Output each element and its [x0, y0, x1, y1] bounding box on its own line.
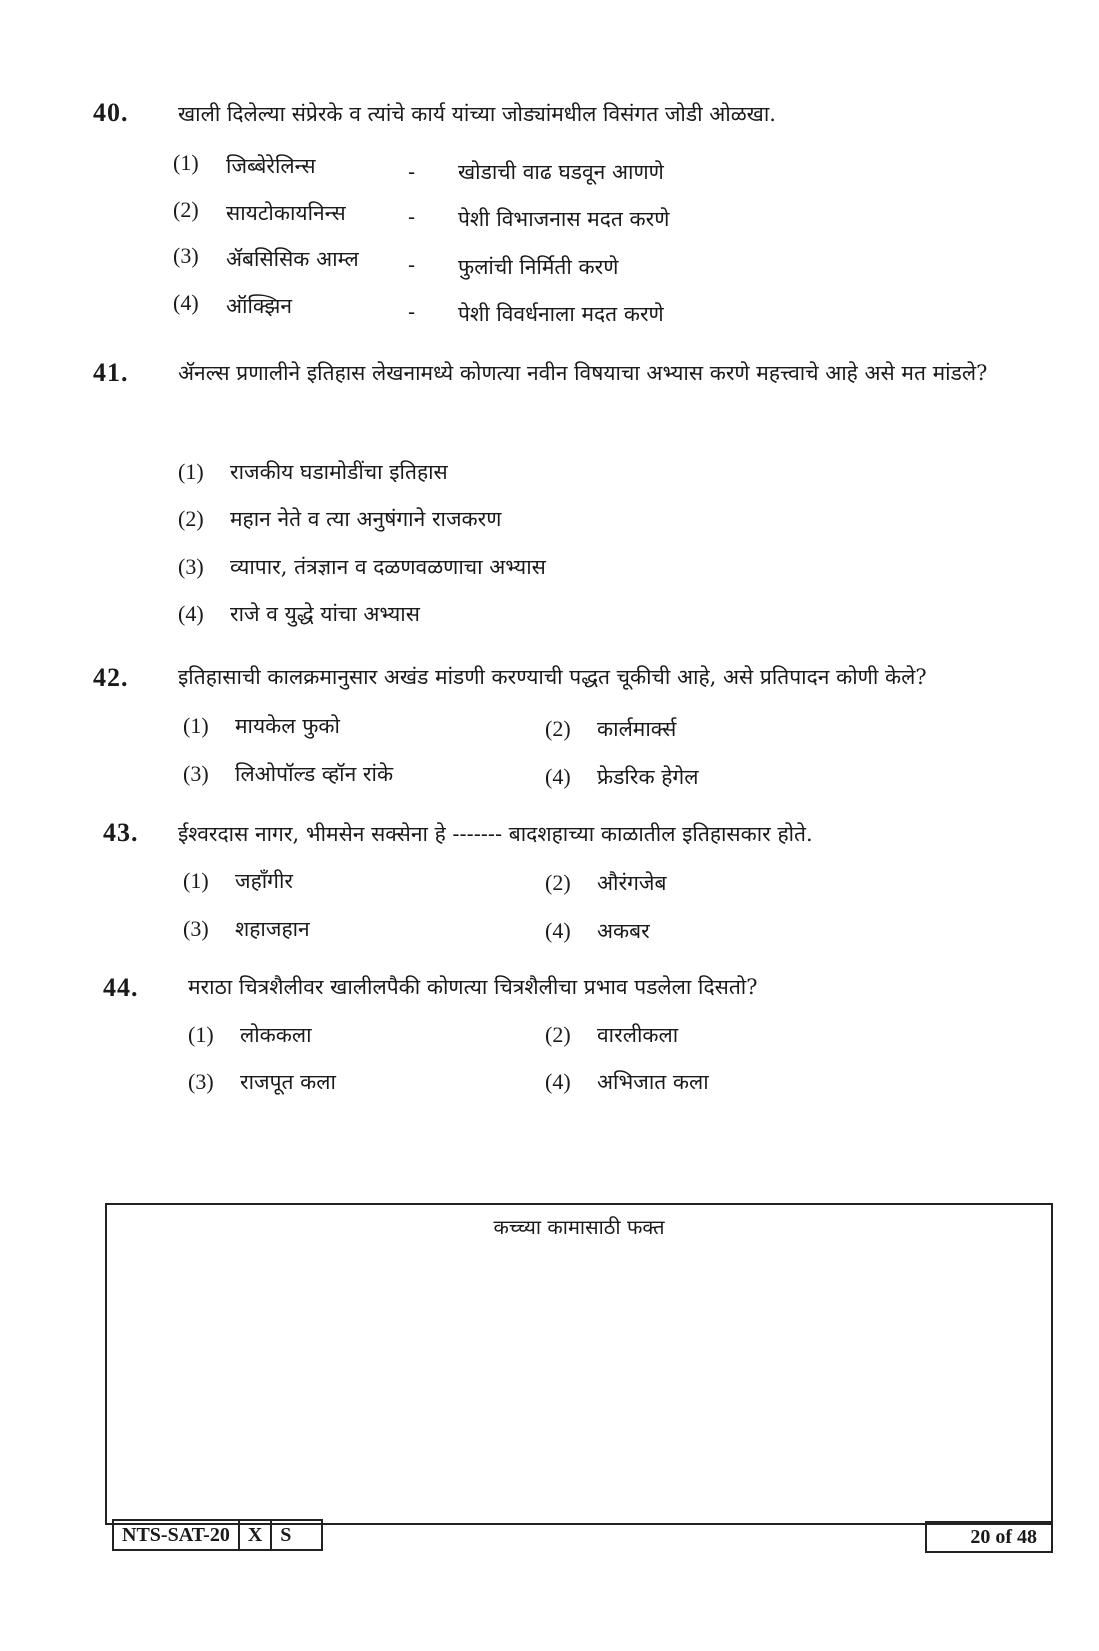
question-text: खाली दिलेल्या संप्रेरके व त्यांचे कार्य यांच्या जोड्यांमधील विसंगत जोडी ओळखा. — [178, 102, 776, 126]
option-definition: फुलांची निर्मिती करणे — [458, 255, 619, 279]
option — [545, 715, 676, 743]
option — [545, 1021, 678, 1049]
option-text: फ्रेडरिक हेगेल — [597, 765, 699, 789]
question-text: ॲनल्स प्रणालीने इतिहास लेखनामध्ये कोणत्या नवीन विषयाचा अभ्यास करणे महत्त्वाचे आहे असे मत मांडले? — [178, 361, 988, 385]
option-text: राजपूत कला — [240, 1070, 336, 1094]
option-number: (3) — [188, 1069, 214, 1094]
option-text: राजे व युद्धे यांचा अभ्यास — [230, 602, 420, 626]
option-text: अकबर — [597, 919, 650, 943]
option-number: (4) — [545, 918, 571, 943]
option — [183, 867, 293, 895]
option — [183, 760, 393, 788]
option — [183, 712, 340, 740]
option-text: जहाँगीर — [235, 869, 294, 893]
question-number: 40. — [93, 98, 129, 127]
option-text: लोककला — [240, 1023, 312, 1047]
option-text: राजकीय घडामोडींचा इतिहास — [230, 460, 448, 484]
option-number: (2) — [545, 1022, 571, 1047]
option — [178, 458, 448, 486]
option-text: अभिजात कला — [597, 1070, 709, 1094]
question-number: 42. — [93, 663, 129, 692]
option — [545, 869, 666, 897]
option-definition: खोडाची वाढ घडवून आणणे — [458, 160, 664, 184]
option-text: शहाजहान — [235, 917, 310, 941]
exam-code-box — [112, 1519, 323, 1551]
option-number: (1) — [173, 150, 199, 175]
option — [178, 505, 501, 533]
option — [545, 763, 698, 791]
option-number: (4) — [545, 764, 571, 789]
option-dash: - — [408, 160, 416, 184]
option-number: (4) — [545, 1069, 571, 1094]
question-text: इतिहासाची कालक्रमानुसार अखंड मांडणी करण्याची पद्धत चूकीची आहे, असे प्रतिपादन कोणी केले? — [178, 665, 927, 689]
question-number: 44. — [103, 973, 139, 1002]
option-number: (2) — [545, 716, 571, 741]
rough-work-box — [105, 1203, 1053, 1525]
option-number: (4) — [173, 290, 199, 315]
option — [545, 917, 650, 945]
option-dash: - — [408, 253, 416, 277]
option — [188, 1068, 336, 1096]
page-number: 20 of 48 — [970, 1525, 1037, 1548]
option-definition: पेशी विभाजनास मदत करणे — [458, 207, 670, 231]
option-text: महान नेते व त्या अनुषंगाने राजकरण — [230, 507, 502, 531]
option-term: जिब्बेरेलिन्स — [226, 154, 316, 178]
option-term: सायटोकायनिन्स — [226, 201, 346, 225]
option-number: (3) — [173, 243, 199, 268]
option-number: (2) — [173, 197, 199, 222]
option — [178, 553, 546, 581]
question-number: 43. — [103, 818, 139, 847]
option — [178, 600, 420, 628]
option — [545, 1068, 709, 1096]
question-number: 41. — [93, 358, 129, 387]
option — [183, 915, 310, 943]
question-text: मराठा चित्रशैलीवर खालीलपैकी कोणत्या चित्रशैलीचा प्रभाव पडलेला दिसतो? — [188, 975, 758, 999]
option-number: (3) — [183, 761, 209, 786]
code-box-s: S — [270, 1521, 321, 1549]
option-text: व्यापार, तंत्रज्ञान व दळणवळणाचा अभ्यास — [230, 555, 546, 579]
option-number: (4) — [178, 601, 204, 626]
option-term: ऑक्झिन — [226, 294, 293, 318]
option-text: औरंगजेब — [597, 871, 667, 895]
option-text: कार्लमार्क्स — [597, 717, 677, 741]
rough-work-label: कच्च्या कामासाठी फक्त — [493, 1215, 665, 1239]
option-text: लिओपॉल्ड व्हॉन रांके — [235, 762, 394, 786]
option-dash: - — [408, 300, 416, 324]
option-number: (1) — [188, 1022, 214, 1047]
option-text: मायकेल फुको — [235, 714, 340, 738]
exam-code: NTS-SAT-20 — [122, 1523, 230, 1546]
code-box-x: X — [238, 1521, 270, 1549]
page-number-box — [925, 1521, 1053, 1553]
option-number: (2) — [178, 506, 204, 531]
option-definition: पेशी विवर्धनाला मदत करणे — [458, 302, 664, 326]
option — [188, 1021, 312, 1049]
option-number: (2) — [545, 870, 571, 895]
question-text: ईश्वरदास नागर, भीमसेन सक्सेना हे ------- बादशहाच्या काळातील इतिहासकार होते. — [178, 822, 813, 846]
option-number: (1) — [183, 868, 209, 893]
option-text: वारलीकला — [597, 1023, 679, 1047]
option-number: (1) — [178, 459, 204, 484]
option-number: (1) — [183, 713, 209, 738]
option-number: (3) — [183, 916, 209, 941]
option-number: (3) — [178, 554, 204, 579]
option-dash: - — [408, 205, 416, 229]
option-term: ॲबसिसिक आम्ल — [226, 247, 359, 271]
